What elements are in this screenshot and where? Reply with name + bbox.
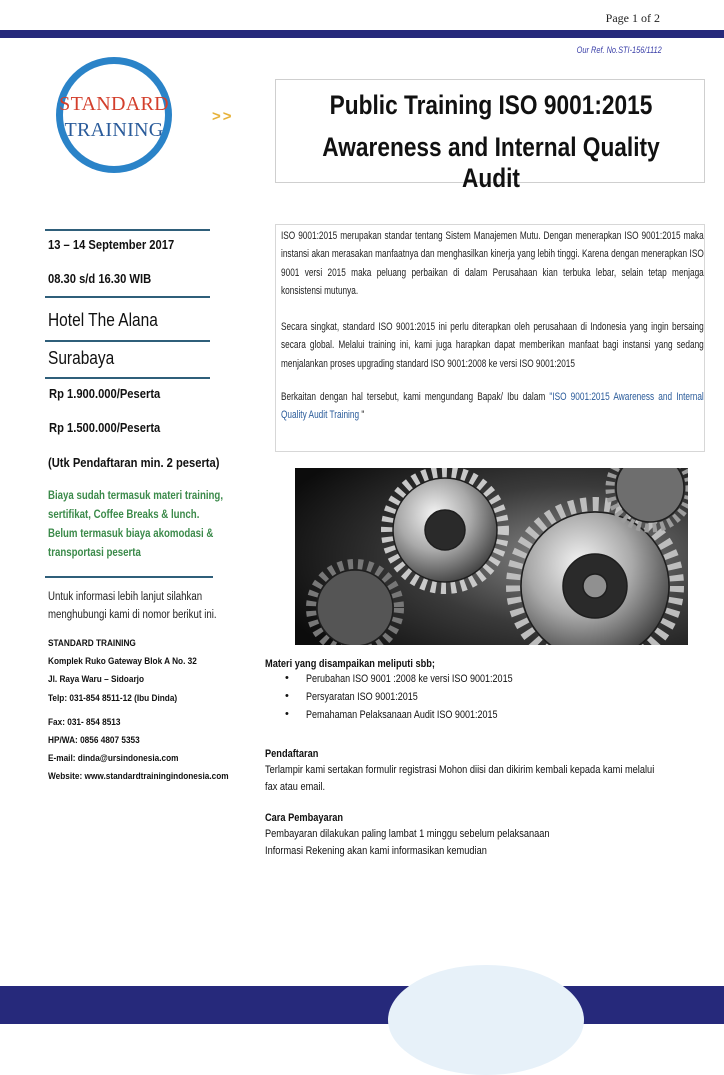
contact-hp: HP/WA: 0856 4807 5353	[48, 735, 140, 747]
contact-address: Jl. Raya Waru – Sidoarjo	[48, 674, 144, 686]
includes-line: sertifikat, Coffee Breaks & lunch.	[48, 509, 200, 521]
divider	[45, 377, 210, 379]
footer-decoration	[388, 965, 584, 1075]
intro-paragraph-2: Secara singkat, standard ISO 9001:2015 ini perlu diterapkan oleh perusahaan di Indonesia yang ingin bersaing secara global. Melalui training ini, kami juga harapkan dapat memberikan manfaat bagi instansi yang sedang menjalankan proses upgrading standard ISO 9001:2008 ke versi ISO 9001:2015	[281, 321, 704, 370]
reference-number: Our Ref. No.STI-156/1112	[576, 45, 662, 55]
info-text	[48, 588, 217, 624]
page-number: Page 1 of 2	[605, 11, 660, 25]
footer-band	[0, 986, 724, 1024]
standard-training-logo	[56, 57, 172, 173]
materi-item: Pemahaman Pelaksanaan Audit ISO 9001:2015	[306, 709, 498, 721]
info-line: menghubungi kami di nomor berikut ini.	[48, 609, 217, 621]
pembayaran-text	[265, 826, 550, 860]
intro-p3-suffix: "	[359, 409, 365, 422]
bullet-icon: •	[285, 690, 289, 702]
contact-email[interactable]: E-mail: dinda@ursindonesia.com	[48, 753, 179, 765]
price-note: (Utk Pendaftaran min. 2 peserta)	[48, 455, 220, 470]
intro-paragraph-3	[281, 388, 704, 425]
materi-item: Perubahan ISO 9001 :2008 ke versi ISO 9001:2015	[306, 673, 513, 685]
price-group: Rp 1.500.000/Peserta	[49, 420, 161, 435]
divider	[45, 229, 210, 231]
contact-company: STANDARD TRAINING	[48, 638, 136, 649]
gears-icon	[295, 468, 688, 645]
event-venue: Hotel The Alana	[48, 310, 158, 330]
contact-phone: Telp: 031-854 8511-12 (Ibu Dinda)	[48, 692, 178, 704]
includes-line: transportasi peserta	[48, 547, 141, 559]
title-line-1: Public Training ISO 9001:2015	[329, 90, 653, 120]
pendaftaran-line: fax atau email.	[265, 781, 326, 793]
header-band	[0, 30, 724, 38]
materi-heading: Materi yang disampaikan meliputi sbb;	[265, 658, 435, 670]
title-box	[275, 79, 705, 193]
pendaftaran-text	[265, 762, 654, 796]
training-name: "ISO 9001:2015 Awareness and Internal Quality Audit Training	[281, 391, 704, 422]
pembayaran-heading: Cara Pembayaran	[265, 812, 344, 824]
intro-box	[275, 224, 705, 452]
includes-note	[48, 487, 223, 563]
contact-address: Komplek Ruko Gateway Blok A No. 32	[48, 656, 197, 668]
event-city: Surabaya	[48, 348, 115, 368]
logo-line-1: STANDARD	[59, 93, 169, 115]
title-line-2: Awareness and Internal Quality Audit	[322, 132, 660, 193]
event-date: 13 – 14 September 2017	[48, 237, 175, 252]
divider	[45, 296, 210, 298]
divider	[45, 340, 210, 342]
contact-fax: Fax: 031- 854 8513	[48, 716, 121, 728]
contact-website[interactable]: Website: www.standardtrainingindonesia.com	[48, 771, 229, 783]
pendaftaran-heading: Pendaftaran	[265, 748, 319, 760]
contact-block	[48, 635, 229, 787]
intro-paragraph-1: ISO 9001:2015 merupakan standar tentang Sistem Manajemen Mutu. Dengan menerapkan ISO 9001:2015 maka instansi akan merasakan manfaatnya dan menghasilkan kinerja yang lebih tinggi. Karena dengan menerapkan ISO 9001 versi 2015 maka peluang perbaikan di dalam Perusahaan kian terbuka lebar, selain tetap menjaga konsistensi mutunya.	[281, 230, 704, 297]
info-line: Untuk informasi lebih lanjut silahkan	[48, 591, 203, 603]
divider	[45, 576, 213, 578]
includes-line: Belum termasuk biaya akomodasi &	[48, 528, 214, 540]
event-time: 08.30 s/d 16.30 WIB	[48, 271, 152, 286]
bullet-icon: •	[285, 708, 289, 720]
pembayaran-line: Pembayaran dilakukan paling lambat 1 minggu sebelum pelaksanaan	[265, 828, 550, 840]
logo-line-2: TRAINING	[64, 119, 164, 141]
pembayaran-line: Informasi Rekening akan kami informasikan kemudian	[265, 845, 487, 857]
price-regular: Rp 1.900.000/Peserta	[49, 386, 161, 401]
materi-item: Persyaratan ISO 9001:2015	[306, 691, 418, 703]
includes-line: Biaya sudah termasuk materi training,	[48, 490, 224, 502]
intro-p3-prefix: Berkaitan dengan hal tersebut, kami mengundang Bapak/ Ibu dalam	[281, 391, 550, 403]
double-arrow-icon: >>	[212, 108, 234, 125]
pendaftaran-line: Terlampir kami sertakan formulir registrasi Mohon diisi dan dikirim kembali kepada kami melalui	[265, 764, 655, 776]
bullet-icon: •	[285, 672, 289, 684]
gears-photo	[295, 468, 688, 645]
